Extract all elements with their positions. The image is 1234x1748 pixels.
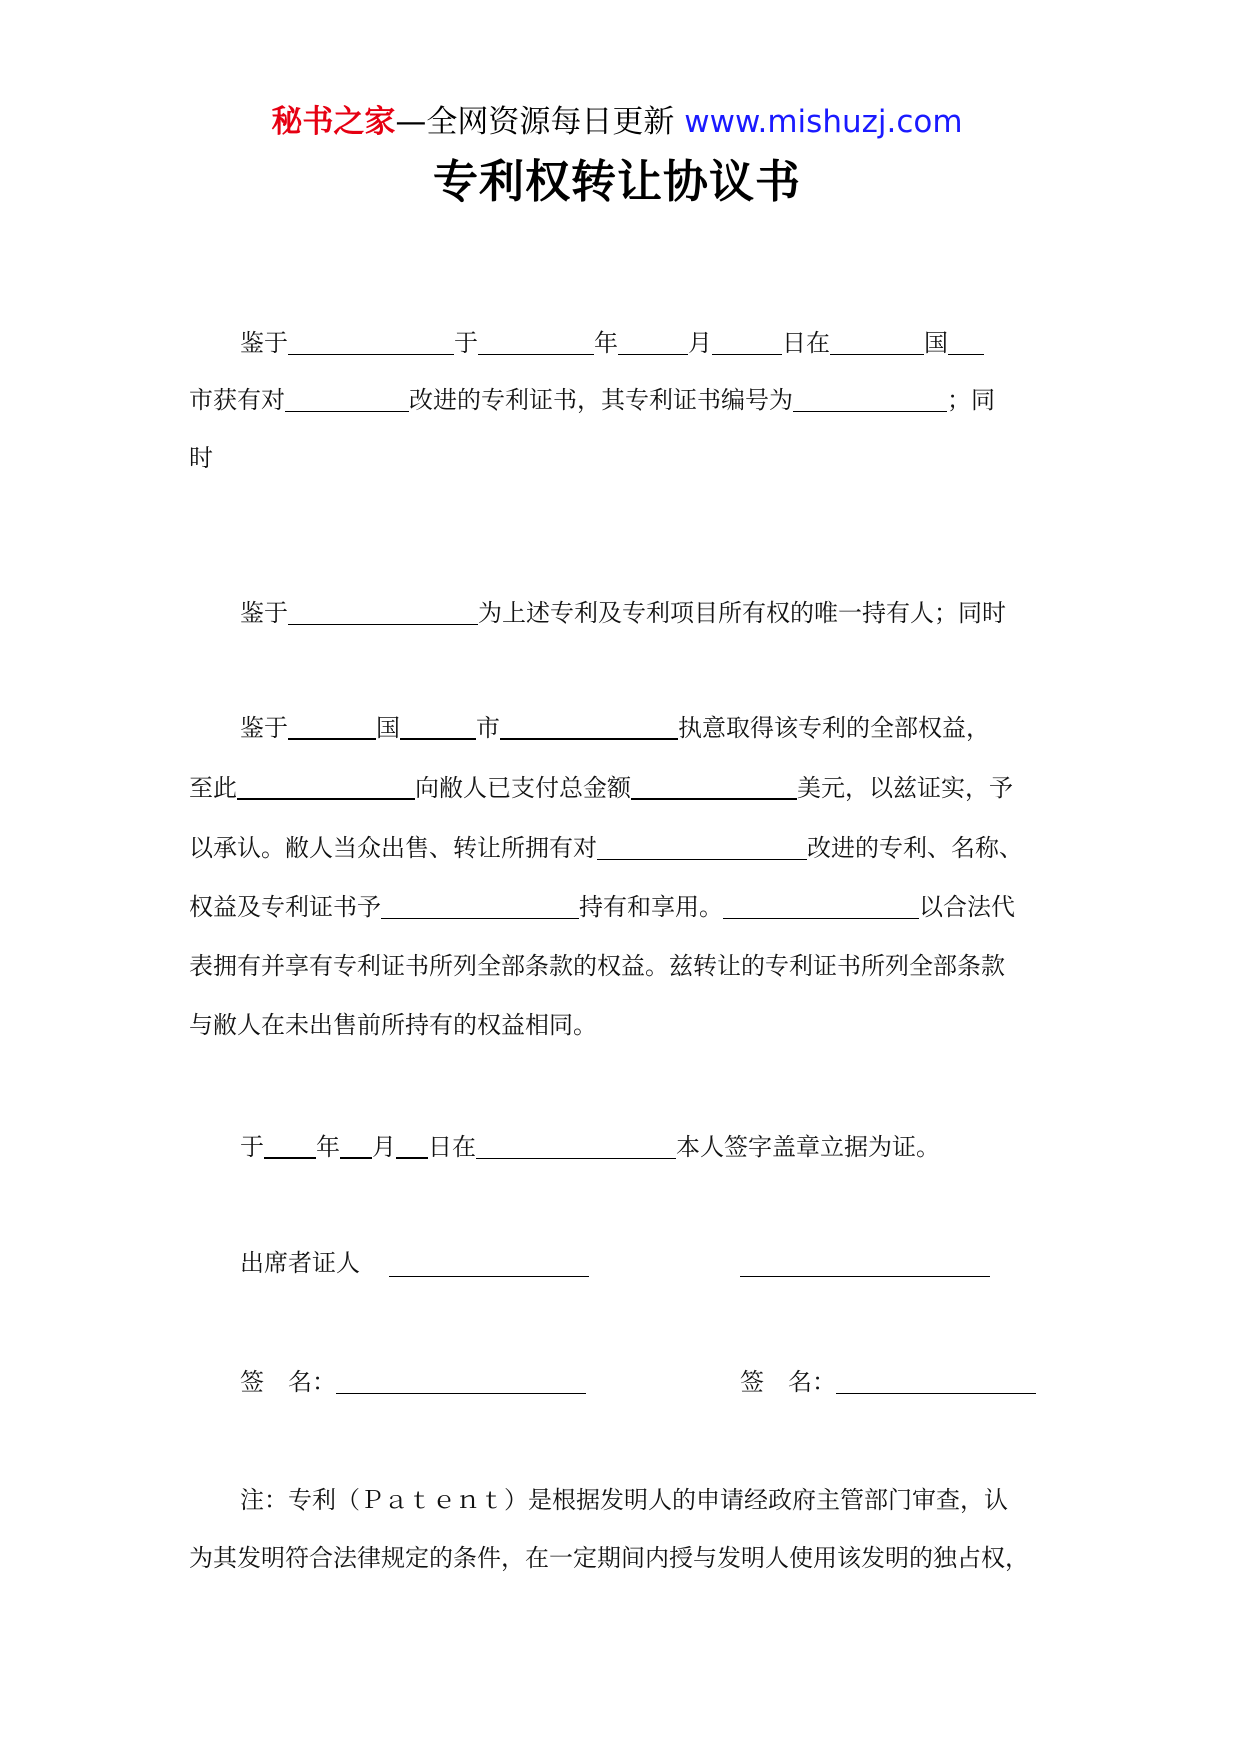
brand-slogan: —全网资源每日更新 bbox=[395, 104, 675, 140]
blank-field[interactable] bbox=[400, 738, 476, 740]
paragraph-1-line-1: 鉴于 于 年 月 日在 国 bbox=[240, 327, 984, 359]
paragraph-2-line-1: 鉴于 为上述专利及专利项目所有权的唯一持有人；同时 bbox=[240, 599, 1006, 627]
note-line-1: 注：专利（Ｐａｔｅｎｔ）是根据发明人的申请经政府主管部门审查，认 bbox=[240, 1486, 1008, 1514]
blank-field[interactable] bbox=[618, 354, 688, 355]
blank-field[interactable] bbox=[476, 1158, 676, 1159]
signature-label-left: 签 名： bbox=[240, 1368, 336, 1396]
paragraph-3-line-1: 鉴于 国 市 执意取得该专利的全部权益， bbox=[240, 714, 990, 742]
blank-field[interactable] bbox=[237, 798, 415, 800]
witness-line bbox=[240, 1247, 360, 1279]
signature-left bbox=[240, 1366, 586, 1398]
brand-url-link[interactable]: www.mishuzj.com bbox=[684, 104, 963, 140]
witness-1-field[interactable] bbox=[389, 1276, 589, 1277]
blank-field[interactable] bbox=[478, 354, 594, 355]
blank-field[interactable] bbox=[288, 624, 478, 625]
blank-field[interactable] bbox=[597, 859, 807, 860]
paragraph-3-line-5: 表拥有并享有专利证书所列全部条款的权益。兹转让的专利证书所列全部条款 bbox=[189, 952, 1005, 980]
signature-left-field[interactable] bbox=[336, 1393, 586, 1394]
paragraph-3-line-2: 至此 向敝人已支付总金额 美元，以兹证实，予 bbox=[189, 774, 1013, 802]
blank-field[interactable] bbox=[381, 918, 579, 919]
blank-field[interactable] bbox=[500, 738, 678, 740]
blank-field[interactable] bbox=[830, 354, 924, 355]
paragraph-1-line-3: 时 bbox=[189, 444, 213, 472]
signature-right bbox=[740, 1366, 1036, 1398]
blank-field[interactable] bbox=[631, 798, 797, 800]
blank-field[interactable] bbox=[396, 1157, 428, 1159]
witness-label: 出席者证人 bbox=[240, 1249, 360, 1277]
blank-field[interactable] bbox=[288, 738, 376, 740]
paragraph-3-line-4: 权益及专利证书予 持有和享用。 以合法代 bbox=[189, 893, 1015, 921]
blank-field[interactable] bbox=[340, 1157, 372, 1159]
signature-label-right: 签 名： bbox=[740, 1368, 836, 1396]
signature-right-field[interactable] bbox=[836, 1393, 1036, 1394]
blank-field[interactable] bbox=[288, 354, 454, 355]
blank-field[interactable] bbox=[285, 411, 409, 412]
blank-field[interactable] bbox=[793, 411, 947, 412]
document-title: 专利权转让协议书 bbox=[432, 155, 801, 208]
witness-2-field[interactable] bbox=[740, 1276, 990, 1277]
blank-field[interactable] bbox=[712, 354, 782, 355]
brand-header bbox=[0, 100, 1234, 144]
paragraph-4-line-1: 于 年 月 日在 本人签字盖章立据为证。 bbox=[240, 1133, 940, 1161]
blank-field[interactable] bbox=[948, 354, 984, 355]
brand-name: 秘书之家 bbox=[271, 104, 396, 140]
blank-field[interactable] bbox=[264, 1157, 316, 1159]
paragraph-1-line-2: 市获有对 改进的专利证书，其专利证书编号为 ；同 bbox=[189, 386, 995, 414]
paragraph-3-line-6: 与敝人在未出售前所持有的权益相同。 bbox=[189, 1011, 597, 1039]
blank-field[interactable] bbox=[723, 918, 919, 919]
paragraph-3-line-3: 以承认。敝人当众出售、转让所拥有对 改进的专利、名称、 bbox=[189, 834, 1023, 862]
note-line-2: 为其发明符合法律规定的条件，在一定期间内授与发明人使用该发明的独占权， bbox=[189, 1544, 1029, 1572]
